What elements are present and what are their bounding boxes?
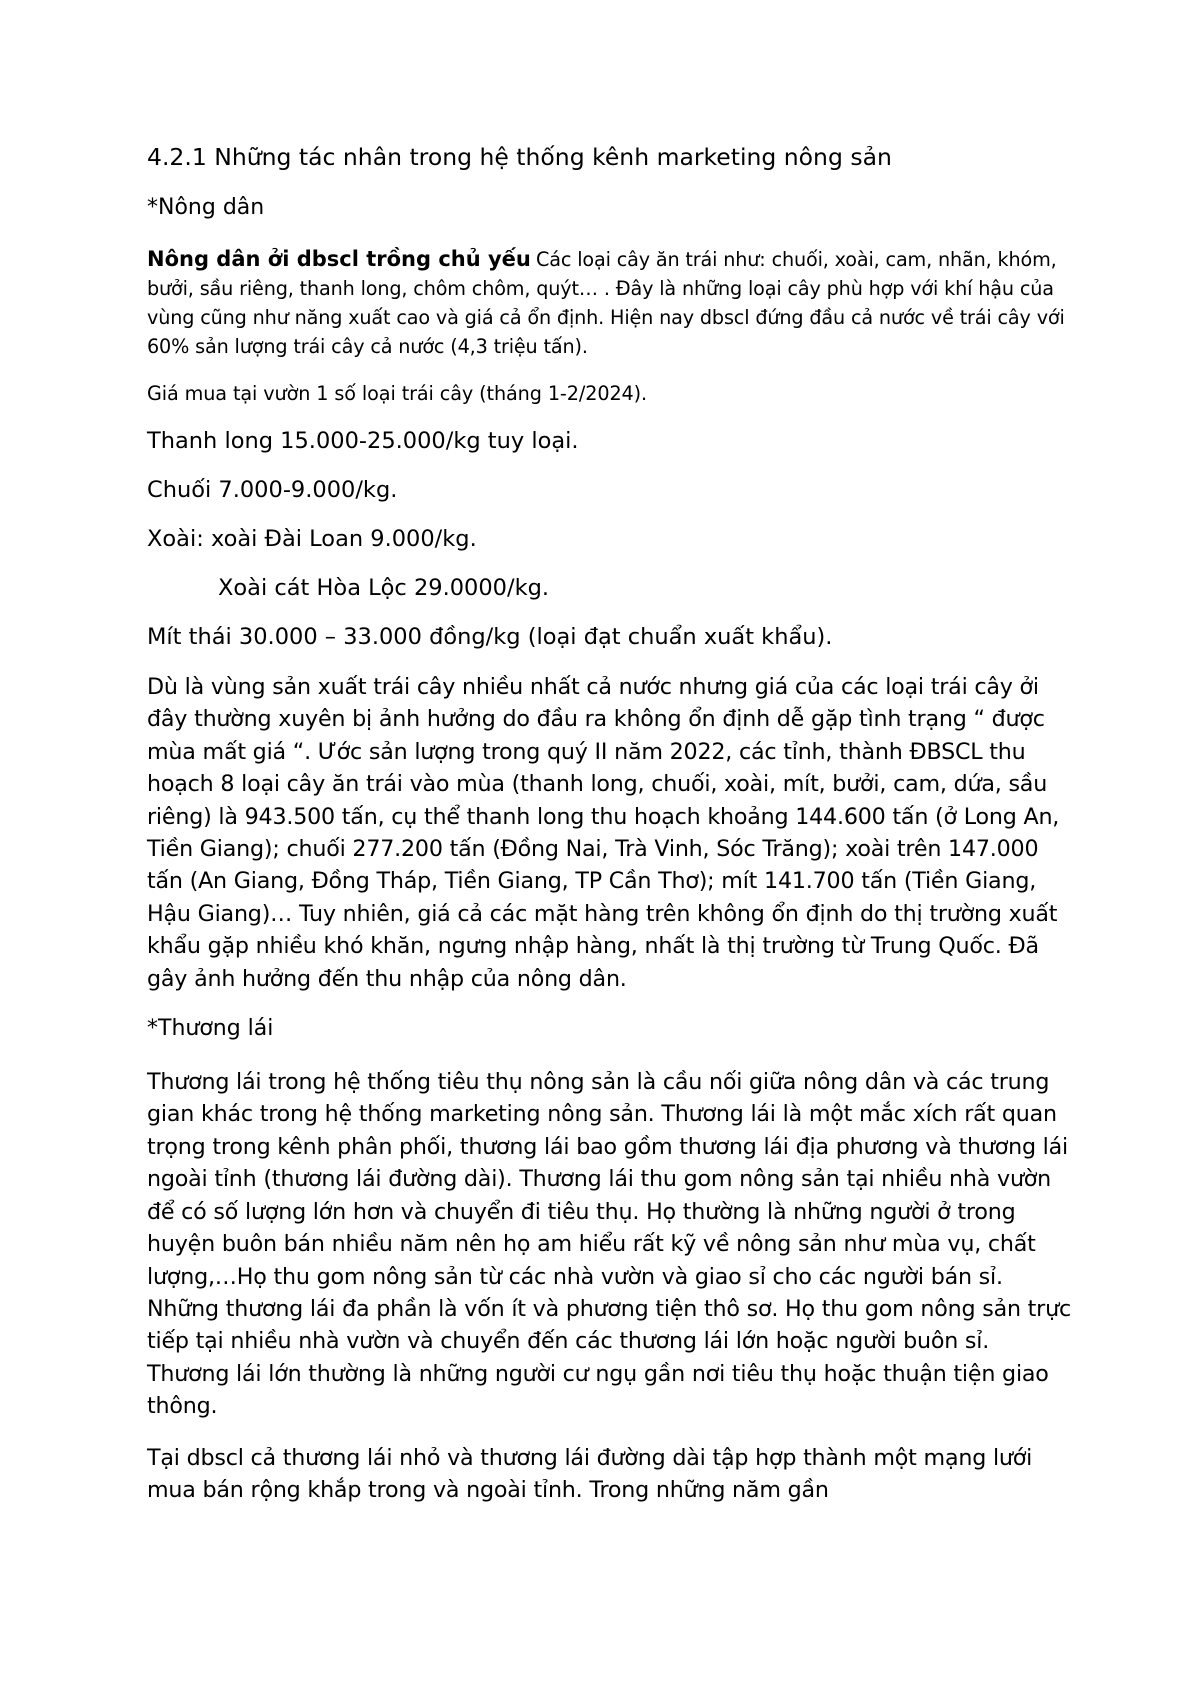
farmers-paragraph: Dù là vùng sản xuất trái cây nhiều nhất cả nước nhưng giá của các loại trái cây ởi đây thường xuyên bị ảnh hưởng do đầu ra không ổn định dễ gặp tình trạng “ được mùa mất giá “. Ước sản lượng trong quý II năm 2022, các tỉnh, thành ĐBSCL thu hoạch 8 loại cây ăn trái vào mùa (thanh long, chuối, xoài, mít, bưởi, cam, dứa, sầu riêng) là 943.500 tấn, cụ thể thanh long thu hoạch khoảng 144.600 tấn (ở Long An, Tiền Giang); chuối 277.200 tấn (Đồng Nai, Trà Vinh, Sóc Trăng); xoài trên 147.000 tấn (An Giang, Đồng Tháp, Tiền Giang, TP Cần Thơ); mít 141.700 tấn (Tiền Giang, Hậu Giang)… Tuy nhiên, giá cả các mặt hàng trên không ổn định do thị trường xuất khẩu gặp nhiều khó khăn, ngưng nhập hàng, nhất là thị trường từ Trung Quốc. Đã gây ảnh hưởng đến thu nhập của nông dân. bbox=[147, 674, 1060, 992]
farmers-intro bbox=[147, 245, 1077, 362]
price-line-banana: Chuối 7.000-9.000/kg. bbox=[147, 477, 398, 503]
traders-subheading: *Thương lái bbox=[147, 1016, 274, 1042]
price-line-mango-taiwan: Xoài: xoài Đài Loan 9.000/kg. bbox=[147, 526, 477, 552]
farmers-intro-lead: Nông dân ởi dbscl trồng chủ yếu bbox=[147, 247, 531, 271]
farmers-intro-text: Các loại cây ăn trái như: chuối, xoài, cam, nhãn, khóm, bưởi, sầu riêng, thanh long, chôm chôm, quýt… . Đây là những loại cây phù hợp với khí hậu của vùng cũng như năng xuất cao và giá cả ổn định. Hiện nay dbscl đứng đầu cả nước về trái cây với 60% sản lượng trái cây cả nước (4,3 triệu tấn). bbox=[147, 248, 1065, 358]
price-line-dragon-fruit: Thanh long 15.000-25.000/kg tuy loại. bbox=[147, 428, 579, 454]
farmers-subheading: *Nông dân bbox=[147, 195, 265, 220]
price-line-mango-hoa-loc: Xoài cát Hòa Lộc 29.0000/kg. bbox=[218, 575, 550, 601]
price-note: Giá mua tại vườn 1 số loại trái cây (tháng 1-2/2024). bbox=[147, 382, 648, 405]
document-body bbox=[147, 142, 1077, 1525]
traders-paragraph-2: Tại dbscl cả thương lái nhỏ và thương lái đường dài tập hợp thành một mạng lưới mua bán rộng khắp trong và ngoài tỉnh. Trong những năm gần bbox=[147, 1444, 1033, 1503]
traders-paragraph-1: Thương lái trong hệ thống tiêu thụ nông sản là cầu nối giữa nông dân và các trung gian khác trong hệ thống marketing nông sản. Thương lái là một mắc xích rất quan trọng trong kênh phân phối, thương lái bao gồm thương lái địa phương và thương lái ngoài tỉnh (thương lái đường dài). Thương lái thu gom nông sản tại nhiều nhà vườn để có số lượng lớn hơn và chuyển đi tiêu thụ. Họ thường là những người ở trong huyện buôn bán nhiều năm nên họ am hiểu rất kỹ về nông sản như mùa vụ, chất lượng,…Họ thu gom nông sản từ các nhà vườn và giao sỉ cho các người bán sỉ. Những thương lái đa phần là vốn ít và phương tiện thô sơ. Họ thu gom nông sản trực tiếp tại nhiều nhà vườn và chuyển đến các thương lái lớn hoặc người buôn sỉ. Thương lái lớn thường là những người cư ngụ gần nơi tiêu thụ hoặc thuận tiện giao thông. bbox=[147, 1069, 1071, 1420]
price-line-jackfruit: Mít thái 30.000 – 33.000 đồng/kg (loại đạt chuẩn xuất khẩu). bbox=[147, 624, 833, 650]
section-heading: 4.2.1 Những tác nhân trong hệ thống kênh marketing nông sản bbox=[147, 143, 892, 171]
